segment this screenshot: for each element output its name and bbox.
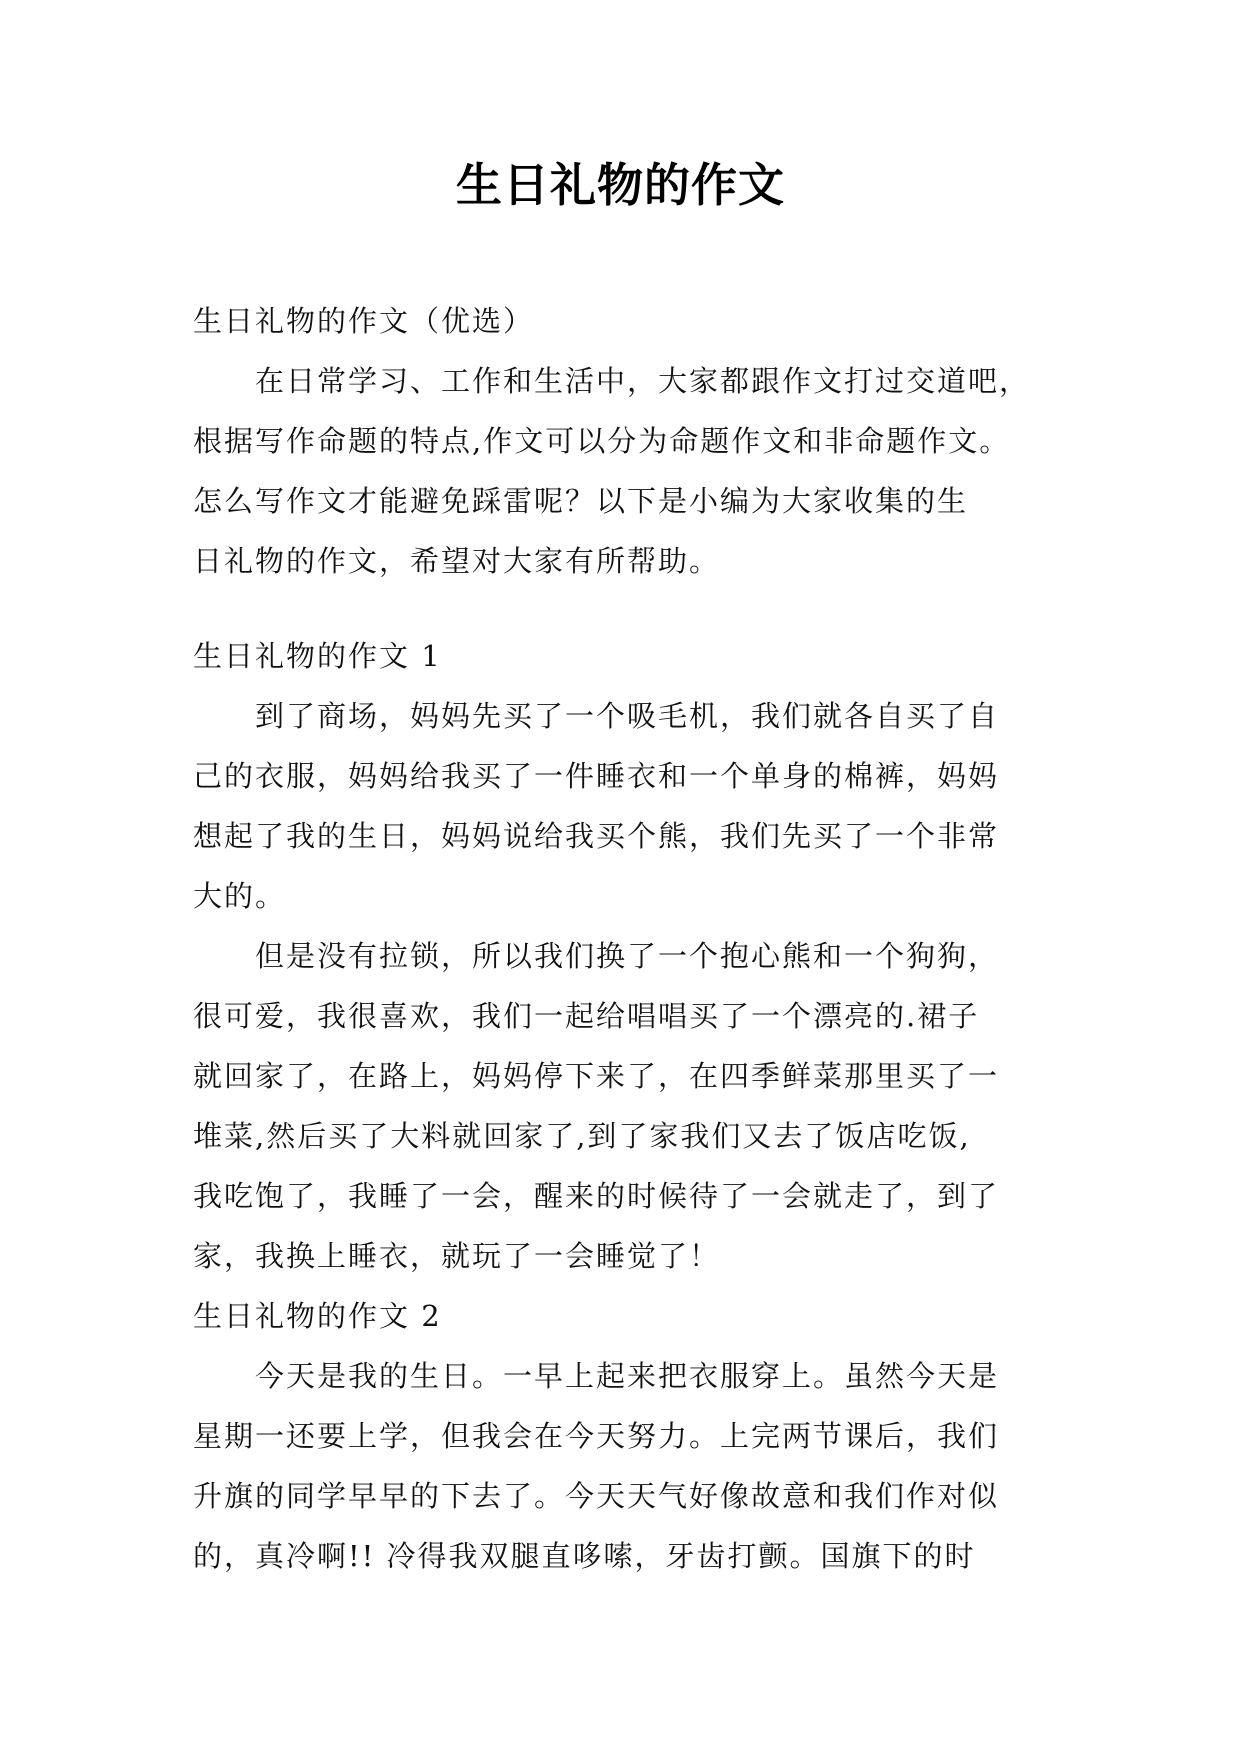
section-spacer (193, 591, 1057, 626)
paragraph-line: 日礼物的作文，希望对大家有所帮助。 (193, 544, 721, 578)
paragraph-line: 升旗的同学早早的下去了。今天天气好像故意和我们作对似 (193, 1479, 1000, 1513)
document-body (193, 291, 1057, 1586)
paragraph-line: 我吃饱了，我睡了一会，醒来的时候待了一会就走了，到了 (193, 1179, 1000, 1213)
paragraph-line: 今天是我的生日。一早上起来把衣服穿上。虽然今天是 (193, 1359, 1000, 1393)
intro-paragraph (193, 351, 1057, 591)
essay1-heading: 生日礼物的作文 1 (193, 639, 442, 673)
paragraph-line: 想起了我的生日，妈妈说给我买个熊，我们先买了一个非常 (193, 819, 1000, 853)
paragraph-line: 怎么写作文才能避免踩雷呢？以下是小编为大家收集的生 (193, 484, 969, 518)
paragraph-line: 根据写作命题的特点,作文可以分为命题作文和非命题作文。 (193, 424, 1011, 458)
paragraph-line: 到了商场，妈妈先买了一个吸毛机，我们就各自买了自 (193, 699, 1000, 733)
paragraph-line: 的，真冷啊!! 冷得我双腿直哆嗦，牙齿打颤。国旗下的时 (193, 1539, 976, 1573)
paragraph-line: 己的衣服，妈妈给我买了一件睡衣和一个单身的棉裤，妈妈 (193, 759, 1000, 793)
essay2-heading: 生日礼物的作文 2 (193, 1299, 442, 1333)
paragraph-line: 星期一还要上学，但我会在今天努力。上完两节课后，我们 (193, 1419, 1000, 1453)
paragraph-line: 就回家了，在路上，妈妈停下来了，在四季鲜菜那里买了一 (193, 1059, 1000, 1093)
paragraph-line: 堆菜,然后买了大料就回家了,到了家我们又去了饭店吃饭, (193, 1119, 971, 1153)
paragraph-line: 家，我换上睡衣，就玩了一会睡觉了！ (193, 1239, 721, 1273)
essay2-paragraph (193, 1346, 1057, 1586)
paragraph-line: 在日常学习、工作和生活中，大家都跟作文打过交道吧， (193, 364, 1031, 398)
paragraph-line: 但是没有拉锁，所以我们换了一个抱心熊和一个狗狗， (193, 939, 1000, 973)
paragraph-line: 大的。 (193, 879, 287, 913)
paragraph-line: 很可爱，我很喜欢，我们一起给唱唱买了一个漂亮的.裙子 (193, 999, 980, 1033)
essay1-paragraph-1 (193, 686, 1057, 926)
essay1-paragraph-2 (193, 926, 1057, 1286)
intro-heading: 生日礼物的作文（优选） (193, 304, 535, 338)
document-title: 生日礼物的作文 (456, 158, 785, 212)
